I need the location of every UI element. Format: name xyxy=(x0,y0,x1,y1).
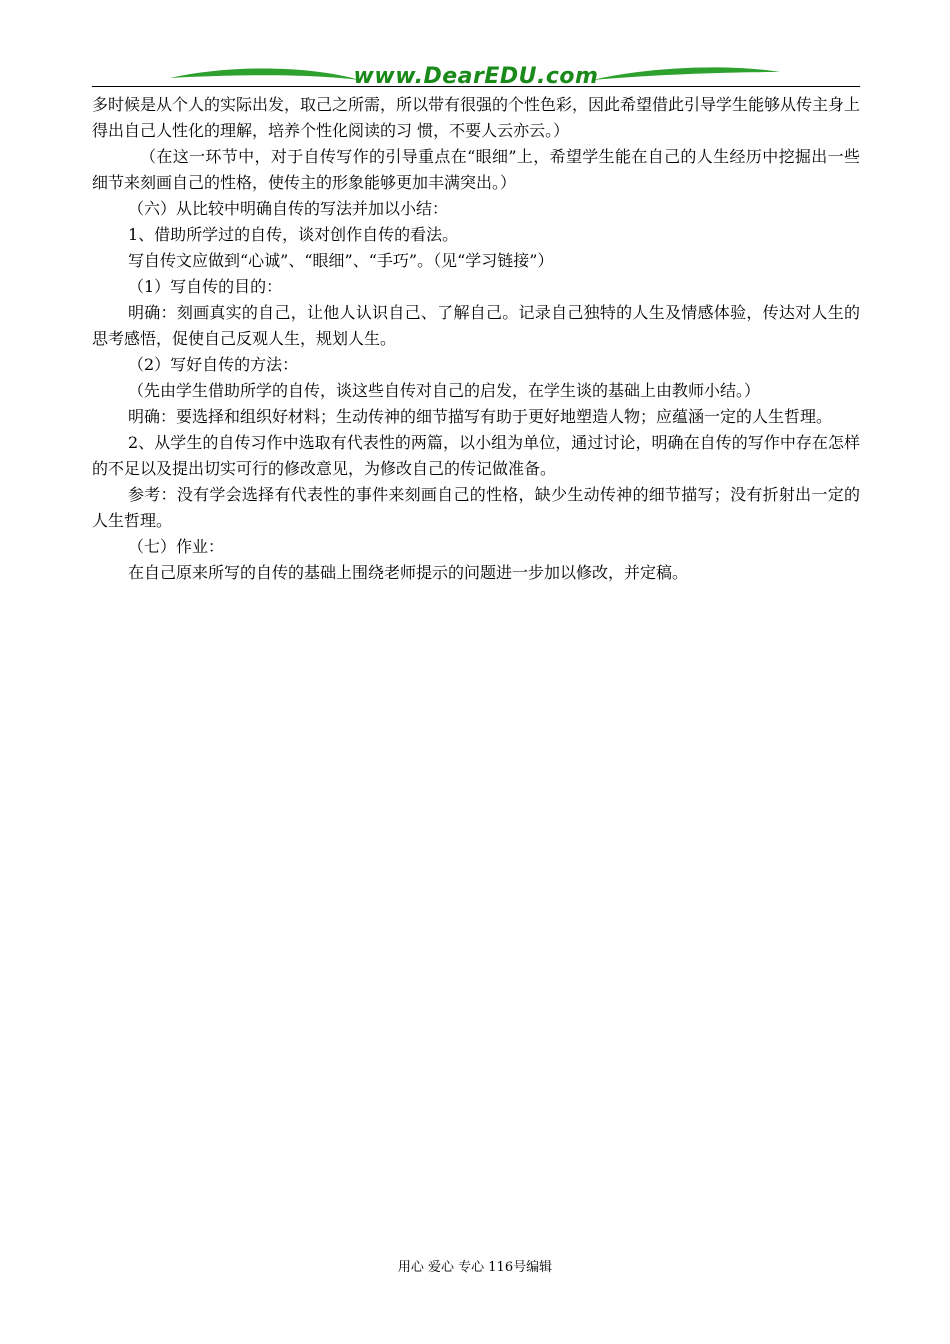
logo-text: www.DearEDU.com xyxy=(353,64,599,89)
section-heading-6: （六）从比较中明确自传的写法并加以小结： xyxy=(128,199,449,218)
paragraph-9: （先由学生借助所学的自传，谈这些自传对自己的启发，在学生谈的基础上由教师小结。） xyxy=(128,381,761,400)
subheading-method: （2）写好自传的方法： xyxy=(128,355,299,374)
paragraph-10: 明确：要选择和组织好材料；生动传神的细节描写有助于更好地塑造人物；应蕴涵一定的人生哲理。 xyxy=(128,407,833,426)
paragraph-7: 明确：刻画真实的自己，让他人认识自己、了解自己。记录自己独特的人生及情感体验，传达对人生的思考感悟，促使自己反观人生，规划人生。 xyxy=(92,303,860,348)
section-heading-7: （七）作业： xyxy=(128,537,225,556)
page-footer: 用心 爱心 专心 116号编辑 xyxy=(397,1260,553,1275)
paragraph-5: 写自传文应做到“心诚”、“眼细”、“手巧”。（见“学习链接”） xyxy=(128,251,554,270)
paragraph-14: 在自己原来所写的自传的基础上围绕老师提示的问题进一步加以修改，并定稿。 xyxy=(128,563,689,582)
subheading-purpose: （1）写自传的目的： xyxy=(128,277,283,296)
paragraph-11: 2、从学生的自传习作中选取有代表性的两篇，以小组为单位，通过讨论，明确在自传的写作中存在怎样的不足以及提出切实可行的修改意见，为修改自己的传记做准备。 xyxy=(92,433,860,478)
paragraph-12: 参考：没有学会选择有代表性的事件来刻画自己的性格，缺少生动传神的细节描写；没有折射出一定的人生哲理。 xyxy=(92,485,860,530)
header-divider xyxy=(92,86,860,87)
paragraph-1: 多时候是从个人的实际出发，取己之所需，所以带有很强的个性色彩，因此希望借此引导学生能够从传主身上得出自己人性化的理解，培养个性化阅读的习 惯，不要人云亦云。） xyxy=(92,95,861,140)
document-body xyxy=(92,92,860,586)
paragraph-2: （在这一环节中，对于自传写作的引导重点在“眼细”上，希望学生能在自己的人生经历中挖掘出一些细节来刻画自己的性格，使传主的形象能够更加丰满突出。） xyxy=(92,147,860,192)
paragraph-4: 1、借助所学过的自传，谈对创作自传的看法。 xyxy=(128,225,459,244)
